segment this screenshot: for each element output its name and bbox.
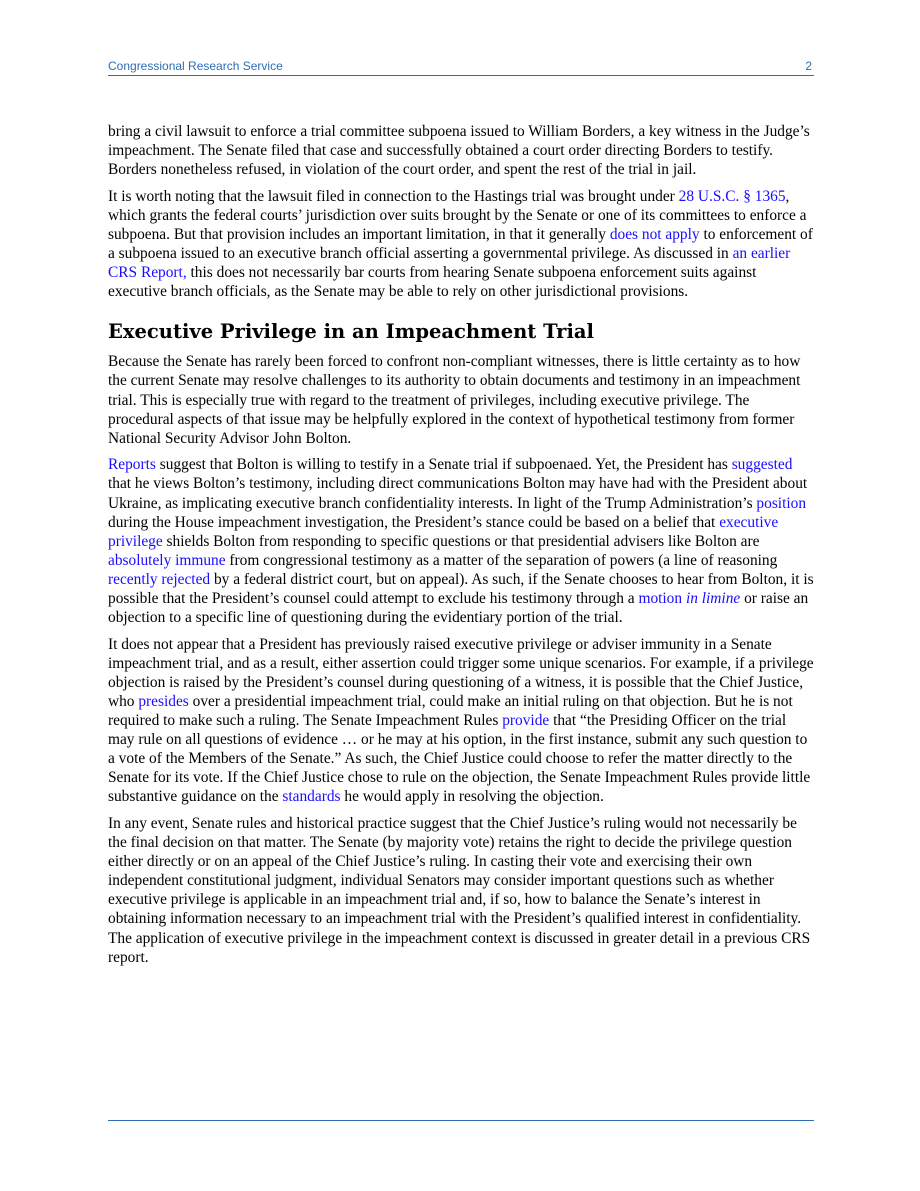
paragraph-text: In any event, Senate rules and historical practice suggest that the Chief Justice’s ruling would not necessarily be the final decision on that matter. The Senate (by majority vote) retains the right to decide the privilege question either directly or on an appeal of the Chief Justice’s ruling. In casting their vote and exercising their own independent constitutional judgment, individual Senators may consider important questions such as whether executive privilege is applicable in an impeachment trial and, if so, how to balance the Senate’s interest in obtaining information necessary to an impeachment trial with the President’s qualified interest in confidentiality. The application of executive privilege in the impeachment context is discussed in greater detail in a previous CRS report. — [108, 815, 811, 966]
paragraph-text: that “the Presiding Officer on the trial may rule on all questions of evidence … or he may at his option, in the first instance, submit any such question to a vote of the Members of the Senate.” As such, the Chief Justice could choose to refer the matter directly to the Senate for its vote. If the Chief Justice chose to rule on the objection, the Senate Impeachment Rules provide little substantive guidance on the — [108, 712, 811, 806]
link-earlier-crs-report[interactable]: an earlier CRS Report, — [108, 245, 791, 282]
paragraph-jurisdiction — [108, 187, 814, 302]
link-28-usc-1365[interactable]: 28 U.S.C. § 1365 — [678, 187, 786, 205]
document-body — [108, 122, 814, 974]
link-position[interactable]: position — [756, 494, 807, 512]
paragraph-text: Because the Senate has rarely been forced to confront non-compliant witnesses, there is little certainty as to how the current Senate may resolve challenges to its authority to obtain documents and testimony in an impeachment trial. This is especially true with regard to the treatment of privileges, including executive privilege. The procedural aspects of that issue may be helpfully explored in the context of hypothetical testimony from former National Security Advisor John Bolton. — [108, 353, 801, 447]
link-does-not-apply[interactable]: does not apply — [609, 225, 700, 243]
paragraph-text: to enforcement of a subpoena issued to an executive branch official asserting a governmental privilege. As discussed in — [108, 225, 813, 263]
link-motion-in-limine[interactable] — [638, 590, 740, 607]
paragraph-text: during the House impeachment investigation, the President’s stance could be based on a belief that — [108, 513, 720, 531]
link-motion-text: motion — [638, 589, 686, 607]
page-header — [108, 57, 814, 76]
link-presides[interactable]: presides — [138, 692, 189, 710]
link-in-limine-text: in limine — [685, 589, 741, 607]
paragraph-text: that he views Bolton’s testimony, including direct communications Bolton may have had with the President about Ukraine, as implicating executive branch confidentiality interests. In light of the Trump Administration’s — [108, 475, 808, 512]
paragraph-text: or raise an objection to a specific line of questioning during the evidentiary portion of the trial. — [108, 589, 809, 627]
link-executive-privilege[interactable]: executive privilege — [108, 513, 779, 550]
paragraph-text: shields Bolton from responding to specific questions or that presidential advisers like Bolton are — [162, 532, 760, 550]
paragraph-senate-vote — [108, 814, 814, 967]
paragraph-bolton-testimony — [108, 455, 814, 627]
paragraph-chief-justice-ruling — [108, 635, 814, 807]
header-page-number: 2 — [805, 59, 812, 73]
link-standards[interactable]: standards — [282, 788, 341, 806]
paragraph-privileges-intro — [108, 352, 814, 447]
paragraph-text: over a presidential impeachment trial, could make an initial ruling on that objection. But he is not required to make such a ruling. The Senate Impeachment Rules — [108, 692, 793, 730]
link-reports[interactable]: Reports — [108, 456, 156, 474]
paragraph-text: suggest that Bolton is willing to testify in a Senate trial if subpoenaed. Yet, the President has — [155, 456, 732, 474]
header-source: Congressional Research Service — [108, 59, 283, 73]
paragraph-text: from congressional testimony as a matter of the separation of powers (a line of reasoning — [225, 551, 778, 569]
link-absolutely-immune[interactable]: absolutely immune — [108, 551, 226, 569]
link-suggested[interactable]: suggested — [731, 456, 793, 474]
paragraph-text: this does not necessarily bar courts from hearing Senate subpoena enforcement suits against executive branch officials, as the Senate may be able to rely on other jurisdictional provisions. — [108, 264, 757, 301]
paragraph-text: by a federal district court, but on appeal). As such, if the Senate chooses to hear from Bolton, it is possible that the President’s counsel could attempt to exclude his testimony through a — [108, 570, 814, 607]
link-recently-rejected[interactable]: recently rejected — [108, 570, 211, 588]
paragraph-text: It does not appear that a President has previously raised executive privilege or adviser immunity in a Senate impeachment trial, and as a result, either assertion could trigger some unique scenarios. For example, if a privilege objection is raised by the President’s counsel during questioning of a witness, it is possible that the Chief Justice, who — [108, 635, 814, 710]
footer-rule — [108, 1120, 814, 1121]
paragraph-text: he would apply in resolving the objection. — [340, 788, 604, 806]
paragraph-text: , which grants the federal courts’ jurisdiction over suits brought by the Senate or one of its committees to enforce a subpoena. But that provision includes an important limitation, in that it generally — [108, 187, 807, 243]
section-heading: Executive Privilege in an Impeachment Trial — [108, 320, 594, 344]
link-provide[interactable]: provide — [502, 712, 550, 730]
paragraph-hastings-lawsuit — [108, 122, 814, 179]
paragraph-text: It is worth noting that the lawsuit filed in connection to the Hastings trial was brought under — [108, 187, 679, 205]
paragraph-text: bring a civil lawsuit to enforce a trial committee subpoena issued to William Borders, a key witness in the Judge’s impeachment. The Senate filed that case and successfully obtained a court order directing Borders to testify. Borders nonetheless refused, in violation of the court order, and spent the rest of the trial in jail. — [108, 123, 810, 179]
